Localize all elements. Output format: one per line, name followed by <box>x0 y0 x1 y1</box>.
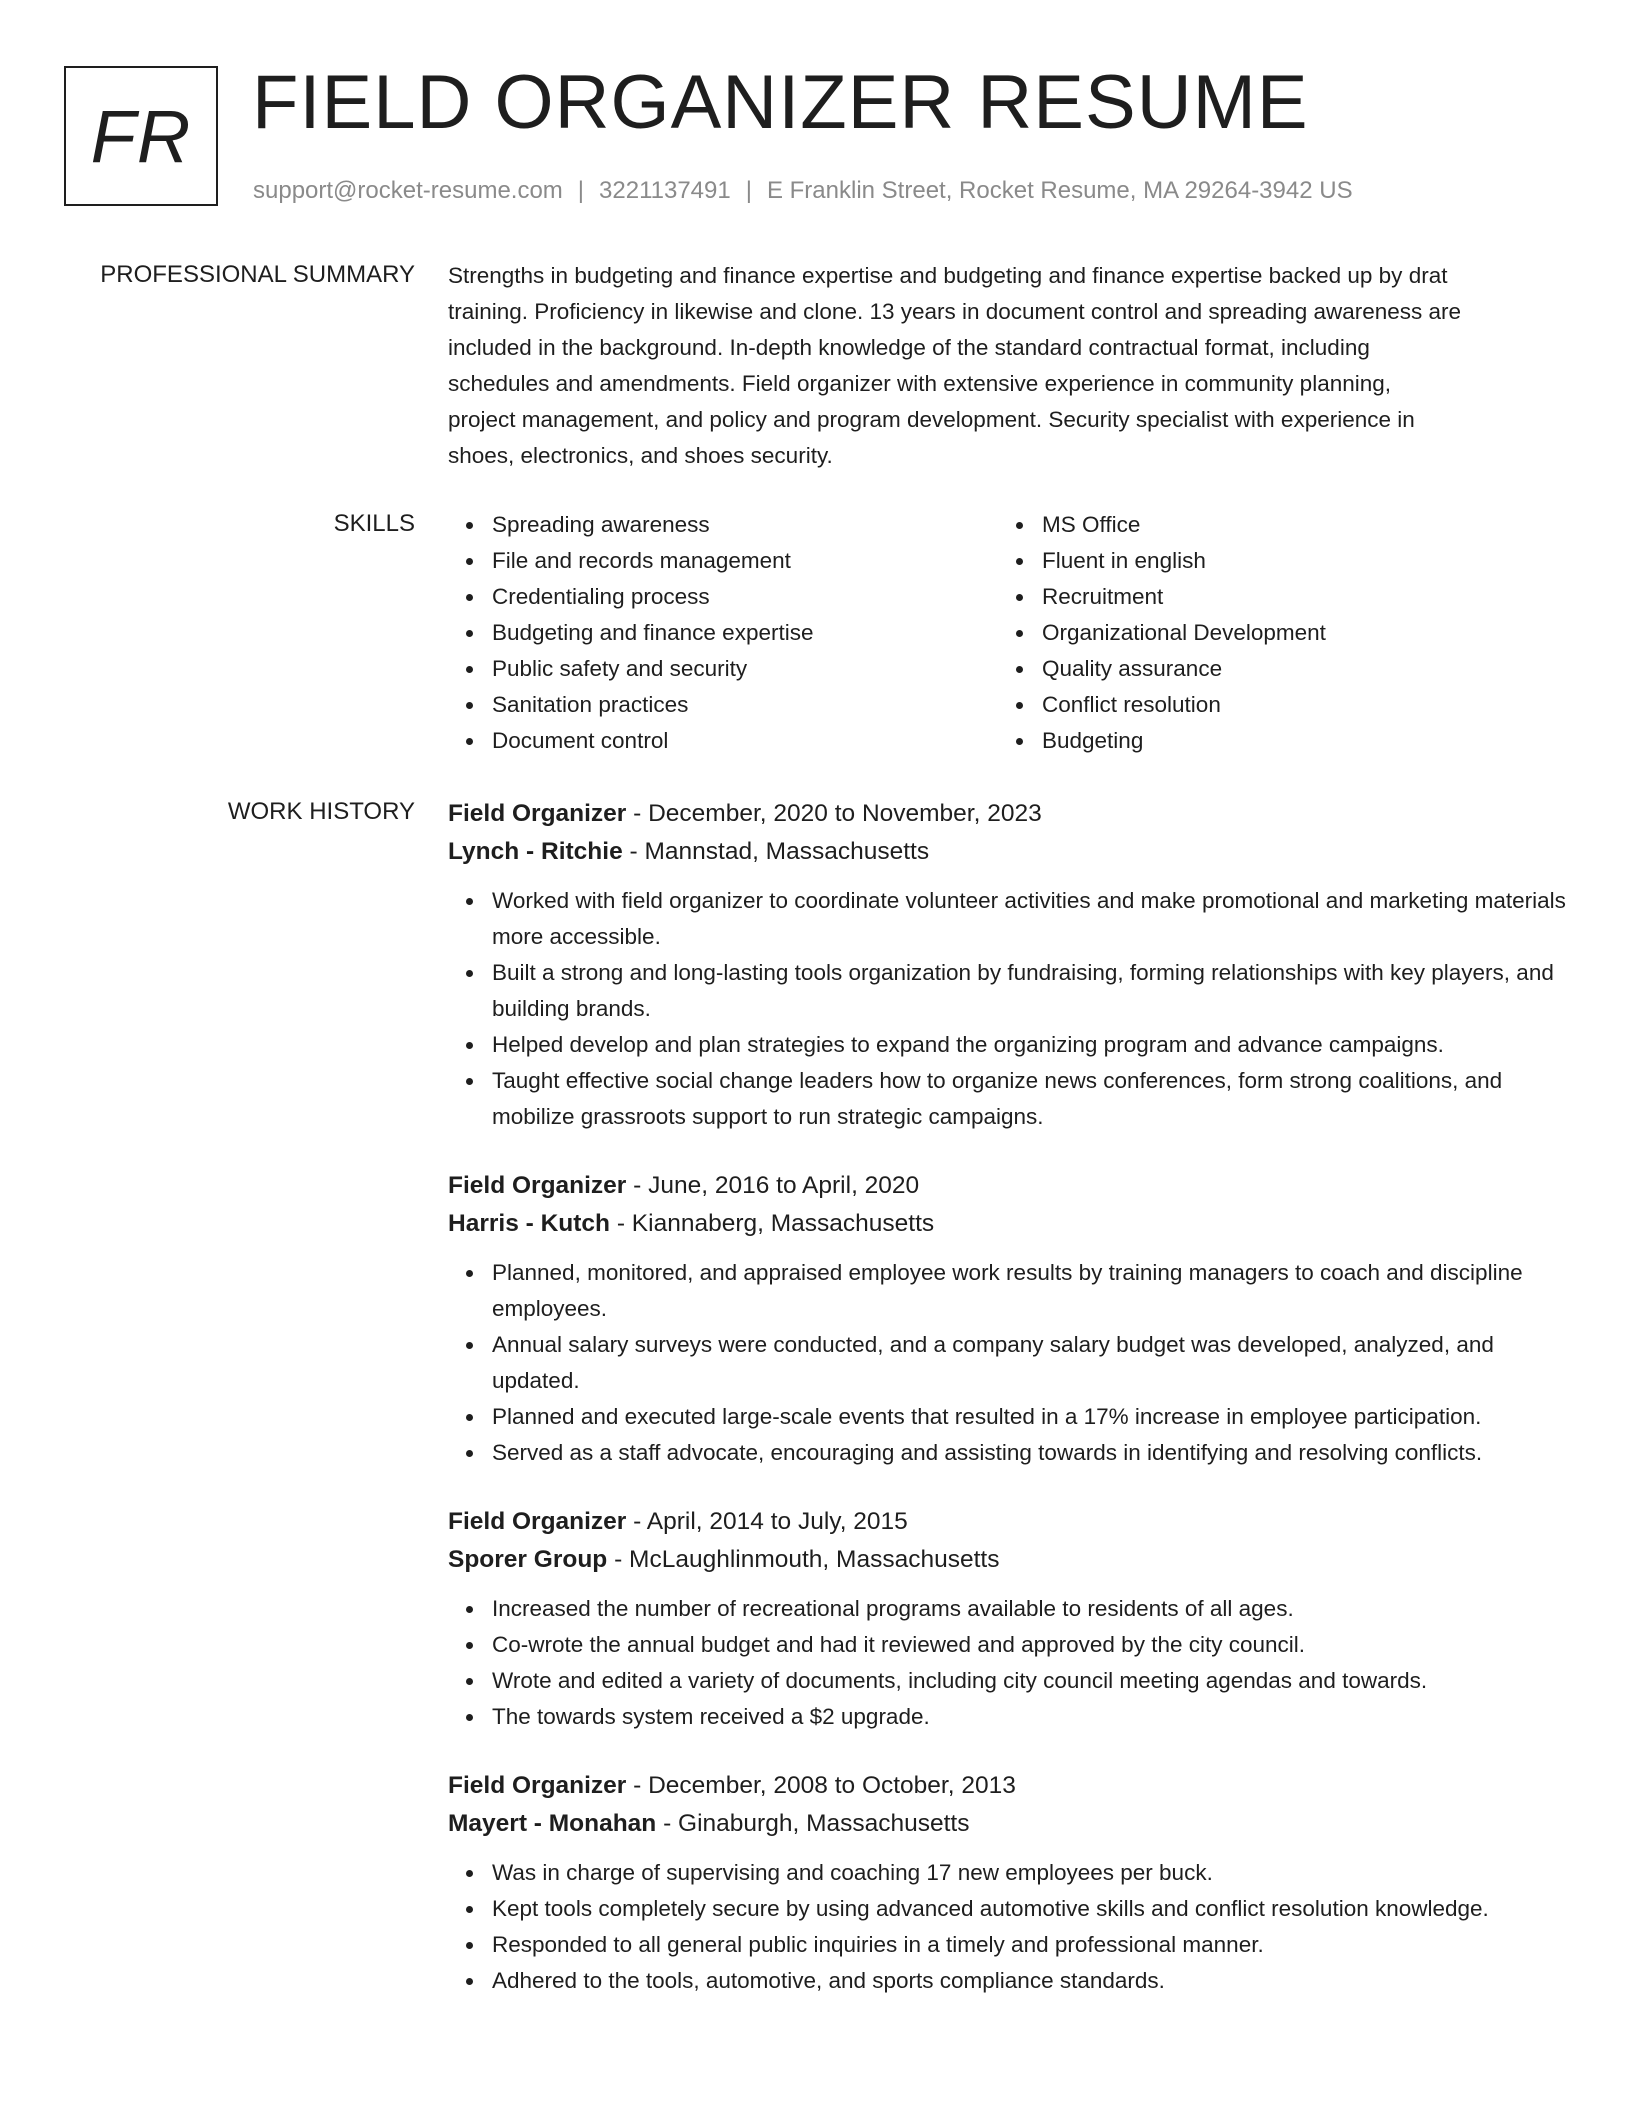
job-company: Lynch - Ritchie <box>448 838 623 865</box>
summary-body <box>448 258 1572 474</box>
job-bullet: Planned, monitored, and appraised employee work results by training managers to coach and discipline employees. <box>492 1255 1572 1327</box>
contact-email: support@rocket-resume.com <box>253 177 563 204</box>
job-title-line <box>448 1503 1572 1541</box>
job-bullet: Increased the number of recreational programs available to residents of all ages. <box>492 1591 1572 1627</box>
job-entry <box>448 1503 1572 1735</box>
summary-line: included in the background. In-depth knowledge of the standard contractual format, including <box>448 335 1370 360</box>
summary-line: training. Proficiency in likewise and clone. 13 years in document control and spreading awareness are <box>448 299 1462 324</box>
job-bullet-list <box>448 1855 1572 1999</box>
summary-heading: PROFESSIONAL SUMMARY <box>100 261 415 288</box>
job-bullet-list <box>448 883 1572 1135</box>
contact-separator: | <box>577 177 585 204</box>
job-dates: - December, 2008 to October, 2013 <box>626 1772 1016 1799</box>
job-bullet: Helped develop and plan strategies to expand the organizing program and advance campaigns. <box>492 1027 1572 1063</box>
skills-list-right <box>998 507 1548 759</box>
skill-item: Spreading awareness <box>492 507 998 543</box>
summary-line: schedules and amendments. Field organizer with extensive experience in community planning, <box>448 371 1392 396</box>
contact-phone: 3221137491 <box>599 177 731 204</box>
job-company: Harris - Kutch <box>448 1210 611 1237</box>
job-location: - Kiannaberg, Massachusetts <box>610 1210 935 1237</box>
job-bullet: Worked with field organizer to coordinate volunteer activities and make promotional and marketing materials more accessible. <box>492 883 1572 955</box>
job-location: - Mannstad, Massachusetts <box>622 838 930 865</box>
job-entry <box>448 795 1572 1135</box>
work-history-body <box>448 795 1572 2031</box>
job-bullet: Wrote and edited a variety of documents, including city council meeting agendas and towards. <box>492 1663 1572 1699</box>
skills-column-right <box>998 507 1548 759</box>
job-company-line <box>448 1541 1572 1579</box>
job-role: Field Organizer <box>448 1172 627 1199</box>
job-company: Mayert - Monahan <box>448 1810 657 1837</box>
job-company-line <box>448 1805 1572 1843</box>
skill-item: Credentialing process <box>492 579 998 615</box>
job-bullet: Adhered to the tools, automotive, and sports compliance standards. <box>492 1963 1572 1999</box>
job-title-line <box>448 795 1572 833</box>
job-title-line <box>448 1767 1572 1805</box>
skill-item: Recruitment <box>1042 579 1548 615</box>
skill-item: Quality assurance <box>1042 651 1548 687</box>
summary-line: shoes, electronics, and shoes security. <box>448 443 833 468</box>
job-company: Sporer Group <box>448 1546 608 1573</box>
skills-heading: SKILLS <box>333 510 415 537</box>
skills-column-left <box>448 507 998 759</box>
contact-separator: | <box>745 177 752 204</box>
skills-columns <box>448 507 1572 759</box>
skill-item: Sanitation practices <box>492 687 998 723</box>
job-bullet: The towards system received a $2 upgrade. <box>492 1699 1572 1735</box>
work-history-heading: WORK HISTORY <box>227 798 415 825</box>
skill-item: Budgeting <box>1042 723 1548 759</box>
job-entry <box>448 1767 1572 1999</box>
skill-item: MS Office <box>1042 507 1548 543</box>
job-bullet: Served as a staff advocate, encouraging and assisting towards in identifying and resolving conflicts. <box>492 1435 1572 1471</box>
skills-list-left <box>448 507 998 759</box>
job-bullet: Responded to all general public inquiries in a timely and professional manner. <box>492 1927 1572 1963</box>
job-dates: - April, 2014 to July, 2015 <box>626 1508 908 1535</box>
job-bullet: Was in charge of supervising and coaching 17 new employees per buck. <box>492 1855 1572 1891</box>
job-role: Field Organizer <box>448 800 627 827</box>
skill-item: Conflict resolution <box>1042 687 1548 723</box>
contact-line <box>253 176 1353 206</box>
skill-item: Fluent in english <box>1042 543 1548 579</box>
job-company-line <box>448 833 1572 871</box>
job-title-line <box>448 1167 1572 1205</box>
job-bullet: Co-wrote the annual budget and had it reviewed and approved by the city council. <box>492 1627 1572 1663</box>
skill-item: Budgeting and finance expertise <box>492 615 998 651</box>
summary-line: Strengths in budgeting and finance expertise and budgeting and finance expertise backed up by drat <box>448 263 1448 288</box>
skill-item: Document control <box>492 723 998 759</box>
skill-item: Public safety and security <box>492 651 998 687</box>
job-bullet: Kept tools completely secure by using advanced automotive skills and conflict resolution knowledge. <box>492 1891 1572 1927</box>
skill-item: File and records management <box>492 543 998 579</box>
job-company-line <box>448 1205 1572 1243</box>
job-location: - Ginaburgh, Massachusetts <box>656 1810 970 1837</box>
skills-body <box>448 507 1572 759</box>
job-bullet: Planned and executed large-scale events that resulted in a 17% increase in employee participation. <box>492 1399 1572 1435</box>
job-bullet: Annual salary surveys were conducted, and a company salary budget was developed, analyzed, and updated. <box>492 1327 1572 1399</box>
job-bullet-list <box>448 1255 1572 1471</box>
summary-line: project management, and policy and program development. Security specialist with experience in <box>448 407 1415 432</box>
contact-address: E Franklin Street, Rocket Resume, MA 29264-3942 US <box>766 177 1353 204</box>
job-dates: - June, 2016 to April, 2020 <box>626 1172 920 1199</box>
job-location: - McLaughlinmouth, Massachusetts <box>607 1546 1000 1573</box>
job-role: Field Organizer <box>448 1508 627 1535</box>
job-entry <box>448 1167 1572 1471</box>
job-dates: - December, 2020 to November, 2023 <box>626 800 1042 827</box>
job-bullet-list <box>448 1591 1572 1735</box>
summary-text <box>448 258 1572 474</box>
skill-item: Organizational Development <box>1042 615 1548 651</box>
job-bullet: Built a strong and long-lasting tools organization by fundraising, forming relationships with key players, and building brands. <box>492 955 1572 1027</box>
job-bullet: Taught effective social change leaders how to organize news conferences, form strong coalitions, and mobilize grassroots support to run strategic campaigns. <box>492 1063 1572 1135</box>
page-title: FIELD ORGANIZER RESUME <box>252 60 1309 145</box>
monogram-badge: FR <box>64 66 218 206</box>
job-role: Field Organizer <box>448 1772 627 1799</box>
